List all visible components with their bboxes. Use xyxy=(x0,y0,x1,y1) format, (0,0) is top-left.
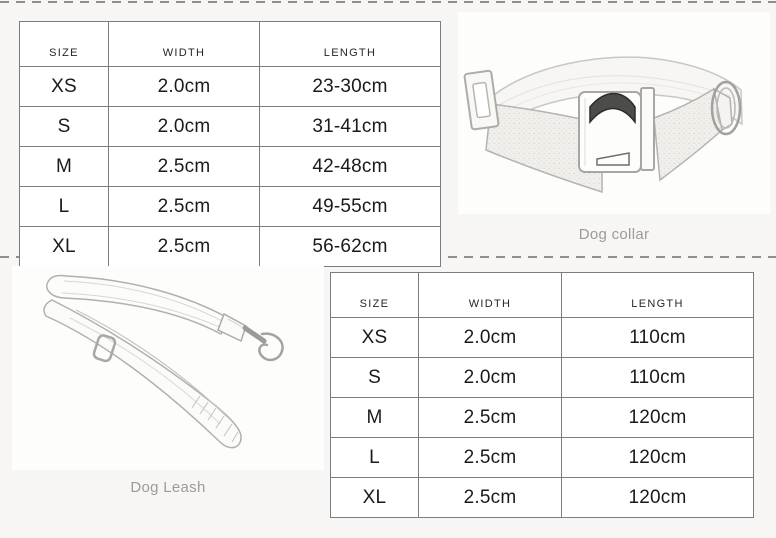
table-cell: 2.0cm xyxy=(109,107,260,147)
table-cell: 120cm xyxy=(562,398,754,438)
table-cell: 120cm xyxy=(562,478,754,518)
column-header: WIDTH xyxy=(419,273,562,318)
table-row xyxy=(331,398,754,438)
dog-leash-illustration xyxy=(12,266,324,470)
table-cell: 110cm xyxy=(562,318,754,358)
table-cell: 2.5cm xyxy=(419,478,562,518)
dog-collar-illustration xyxy=(458,12,770,214)
table-head xyxy=(331,273,754,318)
table-row xyxy=(331,318,754,358)
table-cell: L xyxy=(20,187,109,227)
table-cell: 110cm xyxy=(562,358,754,398)
table-cell: S xyxy=(331,358,419,398)
table-cell: 2.5cm xyxy=(419,398,562,438)
table-cell: 2.5cm xyxy=(109,227,260,267)
table-row xyxy=(20,227,441,267)
table-cell: XS xyxy=(20,67,109,107)
column-header: SIZE xyxy=(331,273,419,318)
leash-caption: Dog Leash xyxy=(130,479,206,496)
table-cell: 56-62cm xyxy=(260,227,441,267)
table-cell: 2.0cm xyxy=(419,358,562,398)
table-cell: XL xyxy=(331,478,419,518)
table-cell: 2.5cm xyxy=(109,187,260,227)
table-row xyxy=(331,358,754,398)
table-cell: M xyxy=(331,398,419,438)
column-header: WIDTH xyxy=(109,22,260,67)
table-cell: 31-41cm xyxy=(260,107,441,147)
table-row xyxy=(20,187,441,227)
header-row xyxy=(20,22,441,67)
table-cell: 2.5cm xyxy=(419,438,562,478)
table-cell: XS xyxy=(331,318,419,358)
leash-size-table xyxy=(330,272,754,518)
table-cell: L xyxy=(331,438,419,478)
table-cell: 42-48cm xyxy=(260,147,441,187)
table-cell: 49-55cm xyxy=(260,187,441,227)
table-head xyxy=(20,22,441,67)
table-row xyxy=(20,147,441,187)
table-cell: S xyxy=(20,107,109,147)
collar-caption: Dog collar xyxy=(578,226,650,243)
table-row xyxy=(20,107,441,147)
dashed-divider-top xyxy=(0,1,776,3)
collar-photo-panel xyxy=(458,12,770,214)
table-cell: 2.0cm xyxy=(419,318,562,358)
table-row xyxy=(331,478,754,518)
table-cell: XL xyxy=(20,227,109,267)
table-row xyxy=(20,67,441,107)
table-cell: 2.5cm xyxy=(109,147,260,187)
header-row xyxy=(331,273,754,318)
table-body xyxy=(20,67,441,267)
table-row xyxy=(331,438,754,478)
column-header: LENGTH xyxy=(260,22,441,67)
table-cell: 120cm xyxy=(562,438,754,478)
table-cell: 2.0cm xyxy=(109,67,260,107)
leash-photo-panel xyxy=(12,266,324,470)
table-cell: M xyxy=(20,147,109,187)
table-cell: 23-30cm xyxy=(260,67,441,107)
table-body xyxy=(331,318,754,518)
column-header: LENGTH xyxy=(562,273,754,318)
collar-size-table xyxy=(19,21,441,267)
column-header: SIZE xyxy=(20,22,109,67)
